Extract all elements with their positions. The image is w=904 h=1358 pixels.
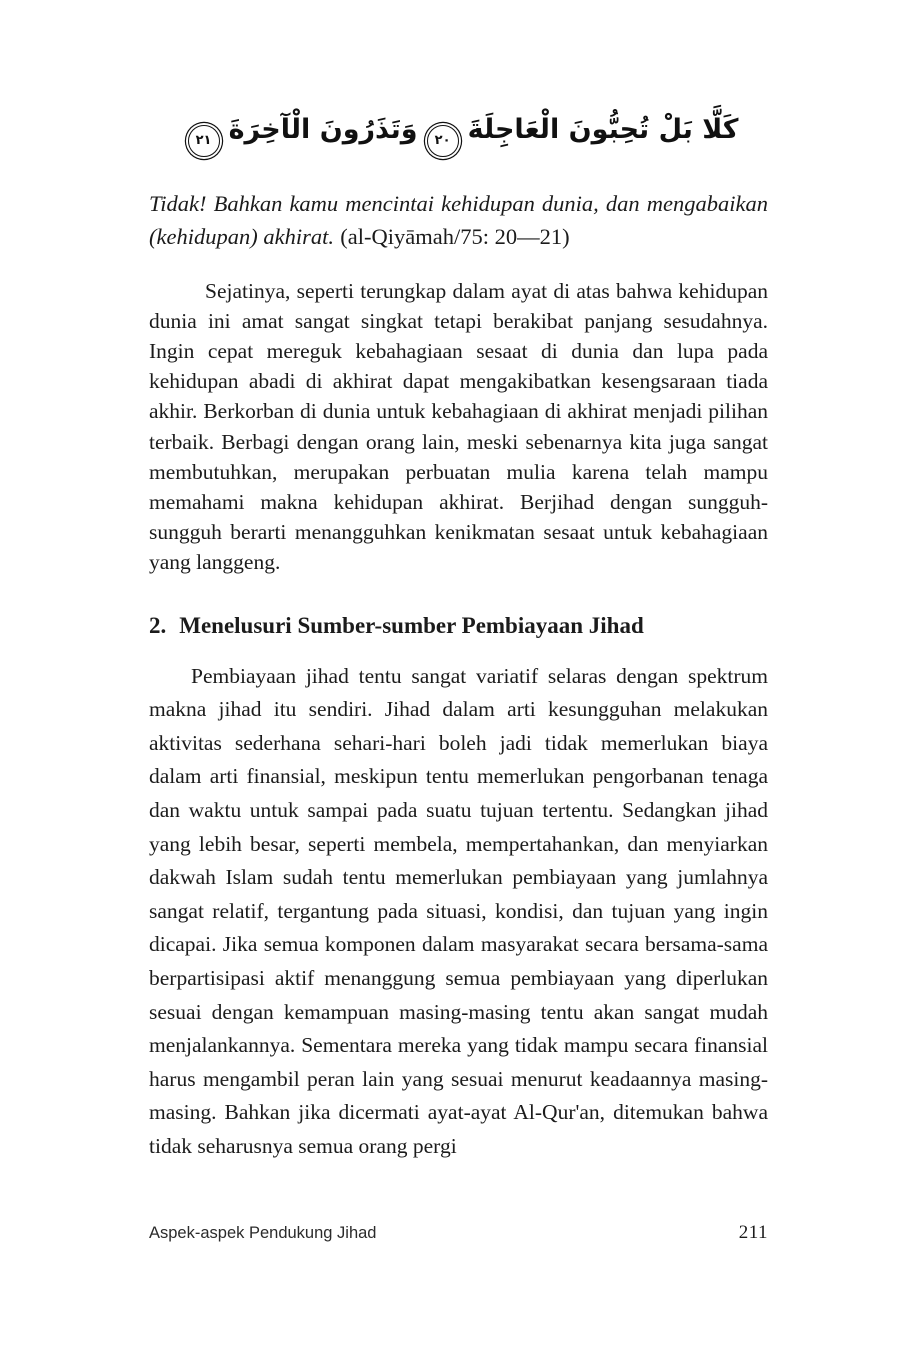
body-paragraph-1: Sejatinya, seperti terungkap dalam ayat di atas bahwa kehidupan dunia ini amat sangat singkat tetapi berakibat panjang sesudahnya. Ingin cepat mereguk kebahagiaan sesaat di dunia dan lupa pada kehidupan abadi di akhirat dapat mengakibatkan kesengsaraan tiada akhir. Berkorban di dunia untuk kebahagiaan di akhirat menjadi pilihan terbaik. Berbagi dengan orang lain, meski sebenarnya kita juga sangat membutuhkan, merupakan perbuatan mulia karena telah mampu memahami makna kehidupan akhirat. Berjihad dengan sungguh-sungguh berarti menangguhkan kenikmatan sesaat untuk kebahagiaan yang langgeng. [149, 278, 768, 575]
section-heading [149, 611, 768, 641]
section-number: 2. [149, 612, 167, 638]
quran-verse-arabic [149, 98, 768, 162]
ayah-number-20-marker: ٢٠ [427, 125, 459, 157]
verse-translation [149, 188, 768, 253]
running-footer-title: Aspek-aspek Pendukung Jihad [149, 1224, 377, 1242]
arabic-verse-20-text: كَلَّا بَلْ تُحِبُّونَ الْعَاجِلَةَ [467, 114, 739, 145]
text-block [149, 0, 768, 1185]
page-footer [149, 1222, 768, 1244]
translation-italic-text: Tidak! Bahkan kamu mencintai kehidupan dunia, dan mengabaikan (kehidupan) akhirat. [149, 191, 768, 249]
page-number: 211 [738, 1222, 768, 1243]
section-title: Menelusuri Sumber-sumber Pembiayaan Jihad [179, 612, 644, 638]
arabic-verse-21-text: وَتَذَرُونَ الْآخِرَةَ [228, 114, 418, 145]
verse-reference: (al-Qiyāmah/75: 20—21) [340, 223, 570, 249]
body-paragraph-2: Pembiayaan jihad tentu sangat variatif selaras dengan spektrum makna jihad itu sendiri. Jihad dalam arti kesungguhan melakukan aktivitas sederhana sehari-hari boleh jadi tidak memerlukan biaya dalam arti finansial, meskipun tentu memerlukan pengorbanan tenaga dan waktu untuk sampai pada suatu tujuan tertentu. Sedangkan jihad yang lebih besar, seperti membela, mempertahankan, dan menyiarkan dakwah Islam sudah tentu memerlukan pembiayaan yang jumlahnya sangat relatif, tergantung pada situasi, kondisi, dan tujuan yang ingin dicapai. Jika semua komponen dalam masyarakat secara bersama-sama berpartisipasi aktif menanggung semua pembiayaan yang diperlukan sesuai dengan kemampuan masing-masing tentu akan sangat mudah menjalankannya. Sementara mereka yang tidak mampu secara finansial harus mengambil peran lain yang sesuai menurut keadaannya masing-masing. Bahkan jika dicermati ayat-ayat Al-Qur'an, ditemukan bahwa tidak seharusnya semua orang pergi [149, 663, 768, 1158]
ayah-number-21-marker: ٢١ [188, 125, 220, 157]
